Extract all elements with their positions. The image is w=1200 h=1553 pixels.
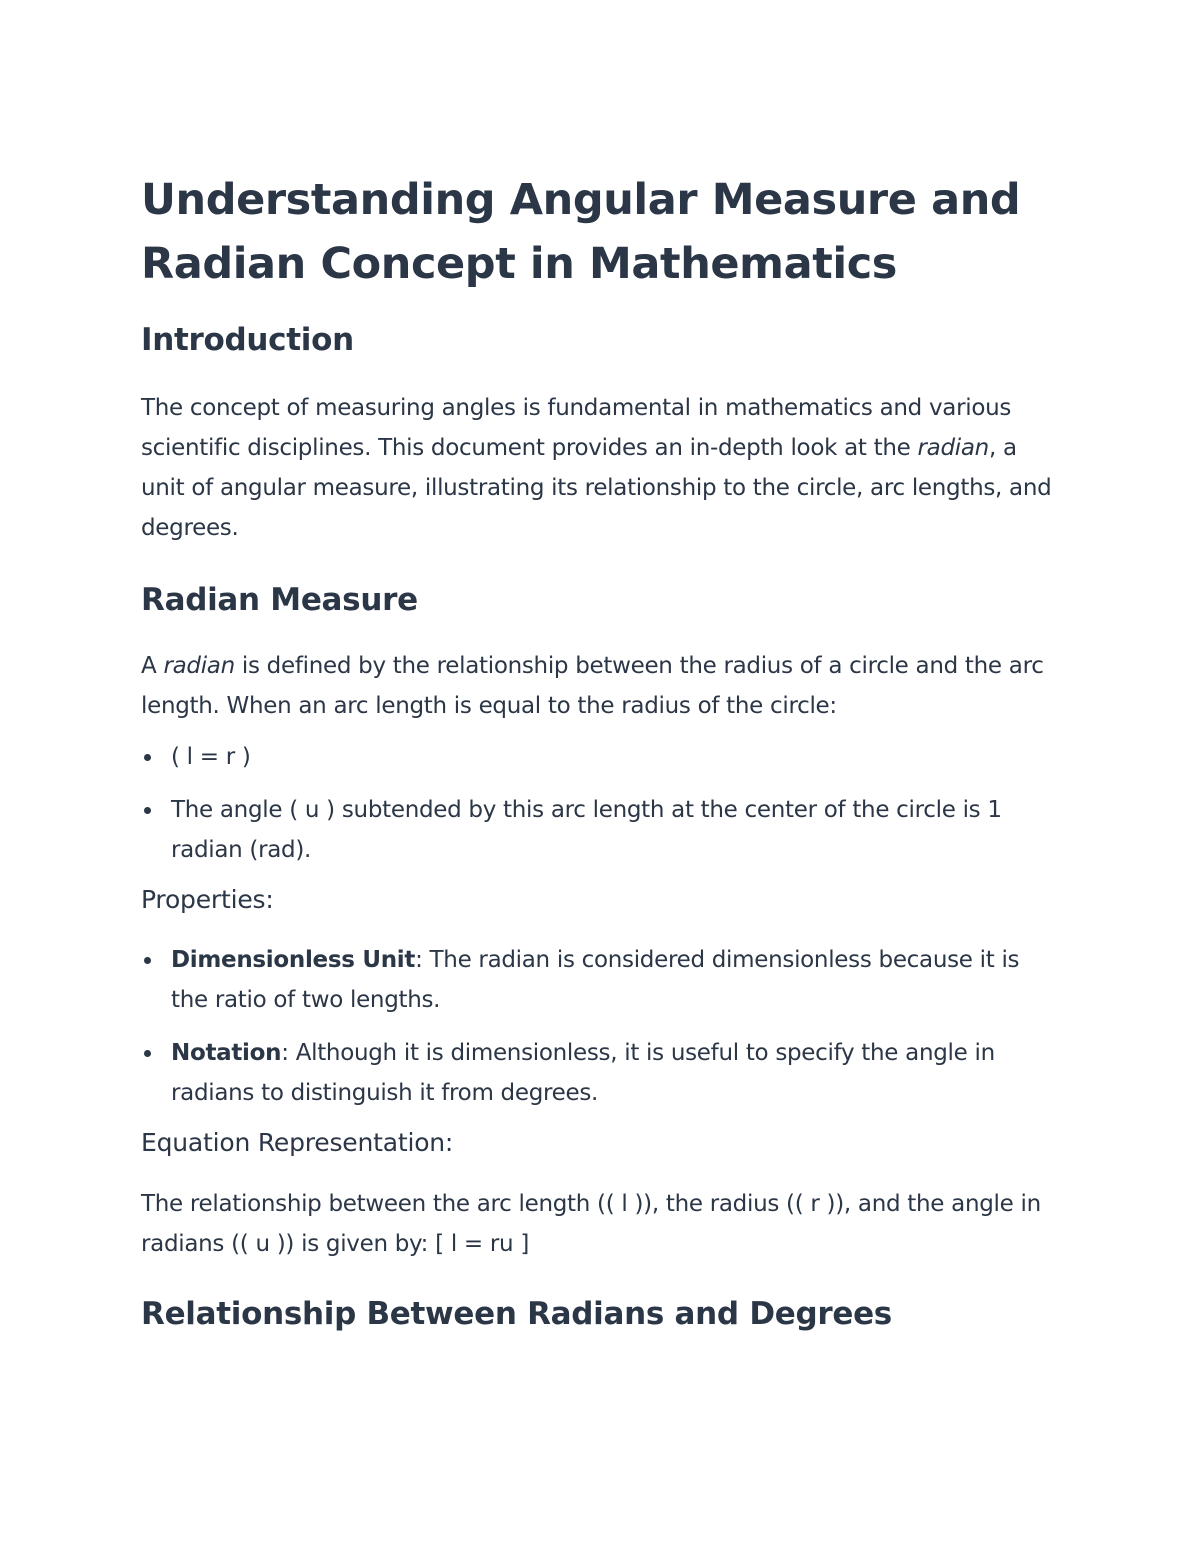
property-description: : Although it is dimensionless, it is useful to specify the angle in radians to distinguish it from degrees. [171, 1040, 995, 1106]
property-term: Dimensionless Unit [171, 947, 416, 973]
radian-measure-paragraph [141, 646, 1060, 726]
radian-text-end: is defined by the relationship between the radius of a circle and the arc length. When an arc length is equal to the radius of the circle: [141, 653, 1044, 719]
list-item [141, 1033, 1060, 1113]
property-description: : The radian is considered dimensionless because it is the ratio of two lengths. [171, 947, 1020, 1013]
document-title: Understanding Angular Measure and Radian Concept in Mathematics [141, 175, 1021, 289]
introduction-text-end: , a unit of angular measure, illustrating its relationship to the circle, arc lengths, and degrees. [141, 435, 1052, 541]
equation-paragraph: The relationship between the arc length (( l )), the radius (( r )), and the angle in radians (( u )) is given by: [ l = ru ] [141, 1191, 1041, 1257]
list-item [141, 940, 1060, 1020]
equation-heading: Equation Representation: [141, 1128, 454, 1157]
introduction-heading: Introduction [141, 322, 354, 358]
radian-measure-list [141, 737, 1060, 870]
properties-heading: Properties: [141, 885, 274, 914]
relationship-heading: Relationship Between Radians and Degrees [141, 1296, 892, 1332]
radian-text-start: A [141, 653, 164, 679]
property-term: Notation [171, 1040, 282, 1066]
radian-emphasis: radian [163, 653, 235, 679]
introduction-emphasis: radian [917, 435, 989, 461]
introduction-text-start: The concept of measuring angles is fundamental in mathematics and various scientific disciplines. This document provides an in-depth look at the [141, 395, 1012, 461]
list-item: ( l = r ) [141, 737, 1060, 777]
properties-list [141, 940, 1060, 1113]
list-item: The angle ( u ) subtended by this arc length at the center of the circle is 1 radian (rad). [141, 790, 1060, 870]
introduction-paragraph [141, 388, 1060, 548]
radian-measure-heading: Radian Measure [141, 582, 418, 618]
